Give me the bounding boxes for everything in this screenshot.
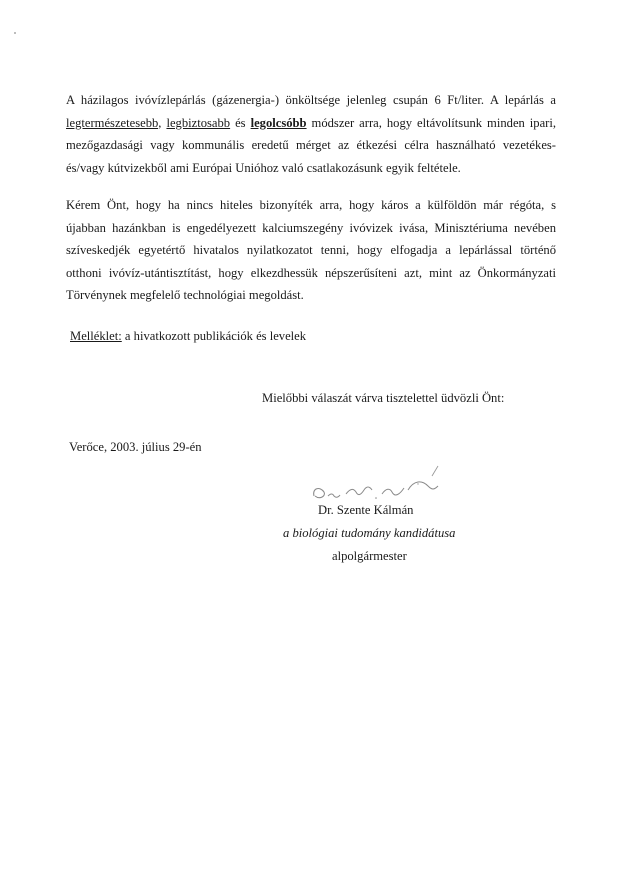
handwritten-signature xyxy=(306,458,466,506)
paragraph-text: módszer arra, hogy eltávolítsunk minden ipari, xyxy=(311,115,557,130)
signer-title: a biológiai tudomány kandidátusa xyxy=(283,526,456,540)
paragraph-line: Törvénynek megfelelő technológiai megoldást. xyxy=(66,288,304,302)
signer-name: Dr. Szente Kálmán xyxy=(318,503,414,517)
emphasis-safest: legbiztosabb xyxy=(166,115,231,130)
attachment-label: Melléklet: xyxy=(70,329,122,343)
signer-role: alpolgármester xyxy=(332,549,407,563)
attachment-note xyxy=(70,329,306,344)
paragraph-distillation-cost xyxy=(66,89,556,179)
closing-greeting: Mielőbbi válaszát várva tisztelettel üdvözli Önt: xyxy=(262,391,505,405)
paragraph-line: szíveskedjék egyetértő hivatalos nyilatkozatot tenni, hogy elfogadja a lepárlással történő xyxy=(66,243,556,257)
attachment-text: a hivatkozott publikációk és levelek xyxy=(121,329,307,343)
date-place: Verőce, 2003. július 29-én xyxy=(69,440,202,454)
paragraph-line: otthoni ivóvíz-utántisztítást, hogy elkezdhessük népszerűsíteni azt, mint az Önkormányzati xyxy=(66,265,556,280)
paragraph-line: A házilagos ivóvízlepárlás (gázenergia-) önköltsége jelenleg csupán 6 Ft/liter. A lepárlás a xyxy=(66,93,556,107)
paragraph-line: mezőgazdasági vagy kommunális eredetű mérget az étkezési célra használható vezetékes- xyxy=(66,138,556,152)
paragraph-line-emphasis xyxy=(66,112,556,135)
paragraph-line: újabban hazánkban is engedélyezett kalciumszegény ivóvizek ivása, Minisztériuma nevében xyxy=(66,220,556,235)
paragraph-request xyxy=(66,194,556,307)
scan-speck xyxy=(14,32,16,34)
paragraph-line: Kérem Önt, hogy ha nincs hiteles bizonyíték arra, hogy káros a külföldön már régóta, s xyxy=(66,198,556,212)
emphasis-most-natural: legtermészetesebb, xyxy=(66,115,162,130)
conjunction: és xyxy=(235,115,246,130)
emphasis-cheapest: legolcsóbb xyxy=(250,115,307,130)
paragraph-line: és/vagy kútvizekből ami Európai Unióhoz való csatlakozásunk egyik feltétele. xyxy=(66,160,461,175)
